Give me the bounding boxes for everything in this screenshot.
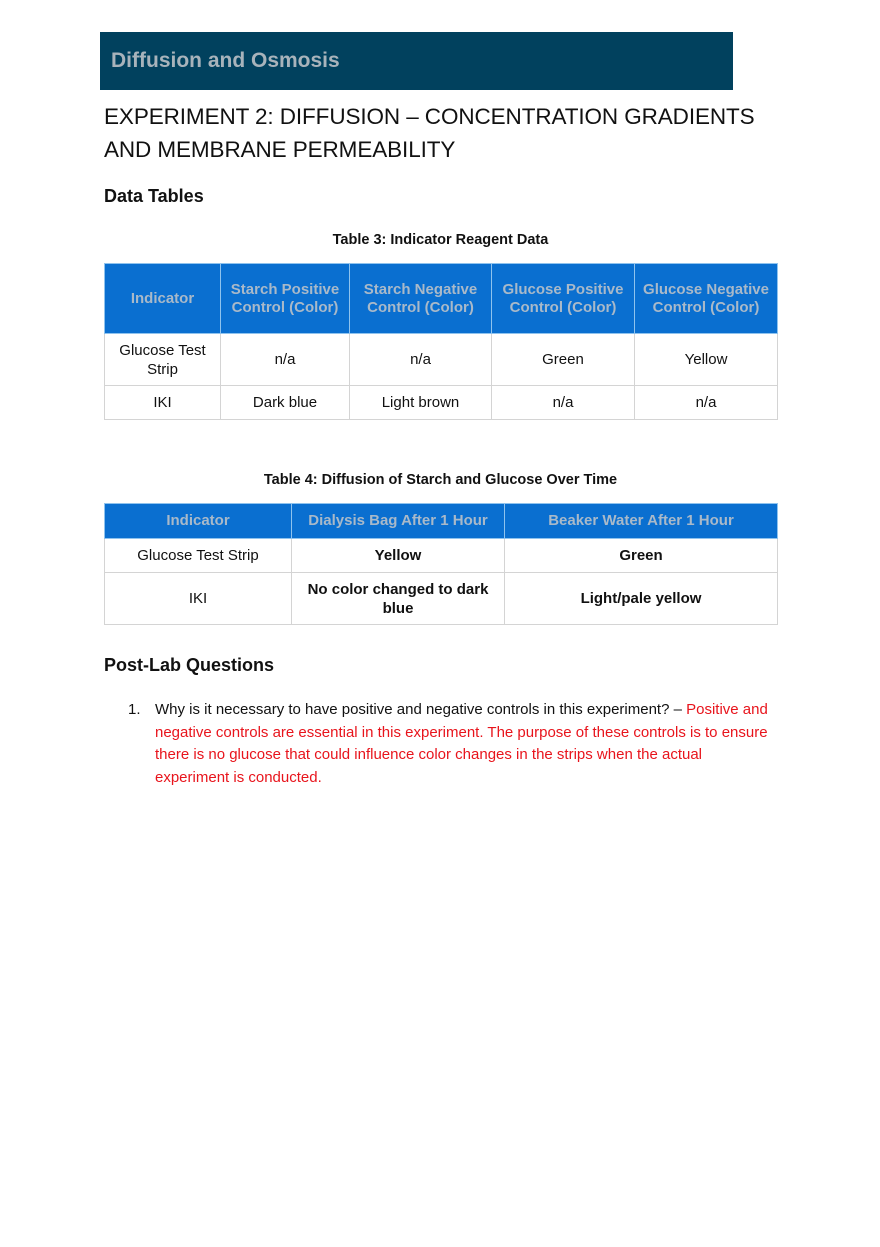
question-item — [128, 699, 778, 789]
table-cell: Green — [505, 539, 778, 573]
experiment-title: EXPERIMENT 2: DIFFUSION – CONCENTRATION GRADIENTS AND MEMBRANE PERMEABILITY — [104, 104, 755, 162]
table4-header: Dialysis Bag After 1 Hour — [292, 504, 505, 539]
table-row — [105, 334, 778, 386]
table-cell: Light/pale yellow — [505, 573, 778, 625]
table-row — [105, 573, 778, 625]
table-cell: n/a — [492, 386, 635, 420]
table3-header-row — [105, 264, 778, 334]
table-cell: Yellow — [635, 334, 778, 386]
table4-caption: Table 4: Diffusion of Starch and Glucose Over Time — [263, 472, 618, 488]
data-tables-heading: Data Tables — [104, 186, 204, 206]
table-row — [105, 539, 778, 573]
table3-header: Starch Negative Control (Color) — [350, 264, 492, 334]
banner-title: Diffusion and Osmosis — [111, 49, 340, 72]
page-banner — [100, 32, 733, 90]
table3-header: Glucose Positive Control (Color) — [492, 264, 635, 334]
table-cell: Yellow — [292, 539, 505, 573]
post-lab-heading: Post-Lab Questions — [104, 655, 275, 675]
answer-text: Positive and negative controls are essential in this experiment. The purpose of these controls is to ensure there is no glucose that could influence color changes in the strips when the actual experiment is conducted. — [155, 701, 768, 786]
table-cell: n/a — [221, 334, 350, 386]
table4 — [104, 503, 778, 625]
table3 — [104, 263, 778, 420]
table-cell: No color changed to dark blue — [292, 573, 505, 625]
table4-header: Indicator — [105, 504, 292, 539]
table-cell: Glucose Test Strip — [105, 539, 292, 573]
table3-header: Indicator — [105, 264, 221, 334]
table-row — [105, 386, 778, 420]
table-cell: Light brown — [350, 386, 492, 420]
table-cell: n/a — [635, 386, 778, 420]
table3-caption: Table 3: Indicator Reagent Data — [332, 232, 549, 248]
table3-header: Starch Positive Control (Color) — [221, 264, 350, 334]
table-cell: Glucose Test Strip — [105, 334, 221, 386]
table3-header: Glucose Negative Control (Color) — [635, 264, 778, 334]
table-cell: Dark blue — [221, 386, 350, 420]
table4-header-row — [105, 504, 778, 539]
table-cell: Green — [492, 334, 635, 386]
table4-header: Beaker Water After 1 Hour — [505, 504, 778, 539]
table-cell: n/a — [350, 334, 492, 386]
question-number: 1. — [128, 701, 141, 718]
question-text: Why is it necessary to have positive and negative controls in this experiment? – — [155, 701, 687, 718]
table-cell: IKI — [105, 573, 292, 625]
table-cell: IKI — [105, 386, 221, 420]
